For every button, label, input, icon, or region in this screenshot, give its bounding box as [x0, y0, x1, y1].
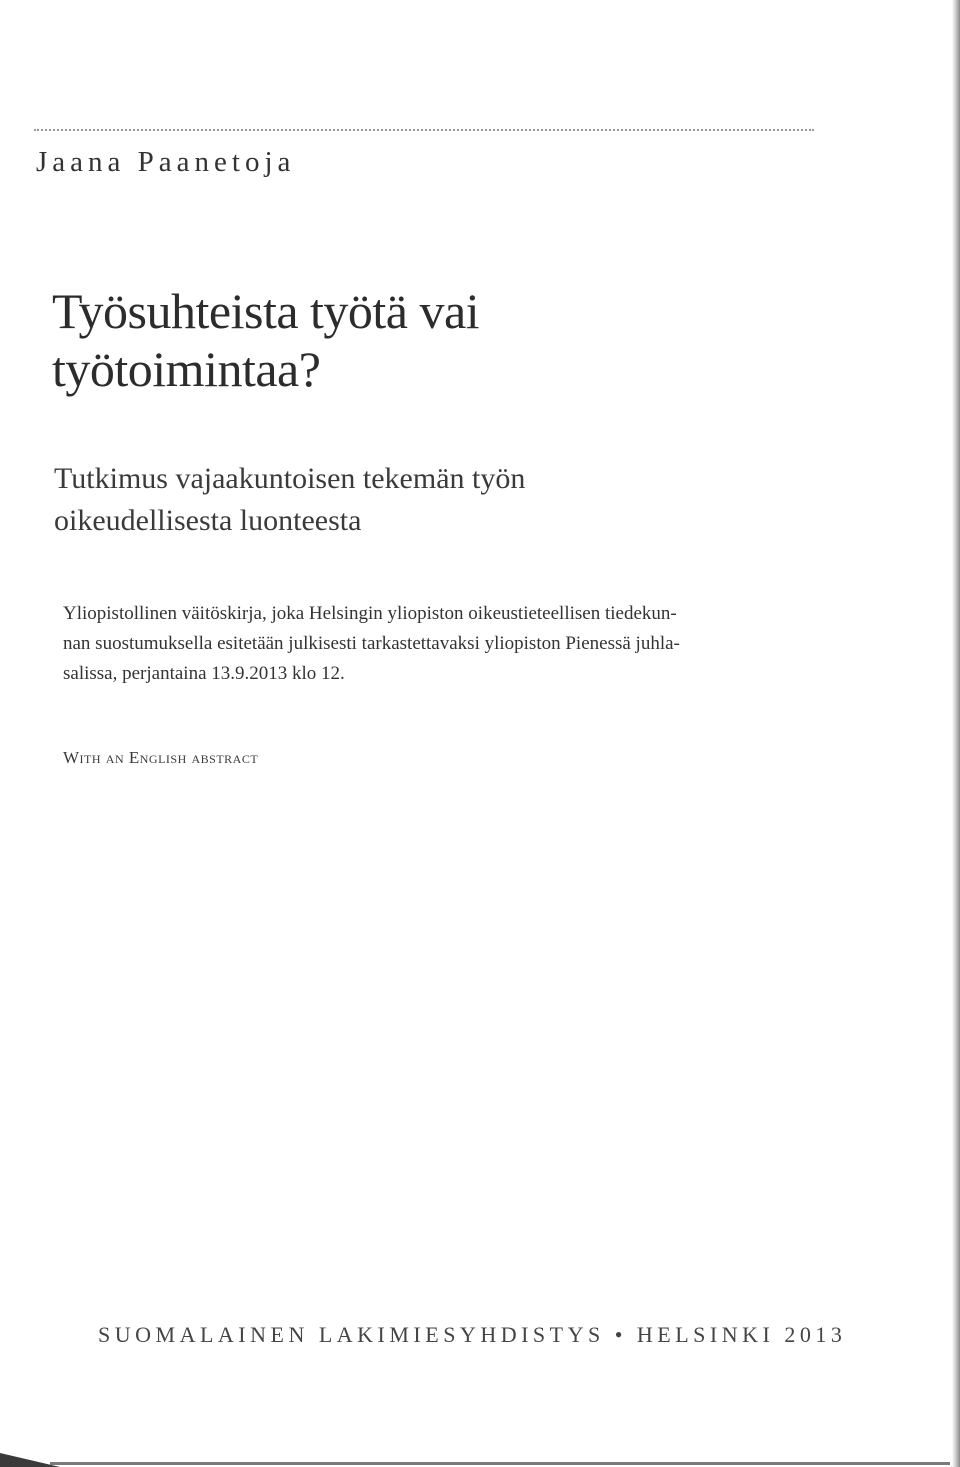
book-title	[52, 282, 479, 398]
book-subtitle-line-1: Tutkimus vajaakuntoisen tekemän työn	[54, 462, 526, 495]
publisher-line: SUOMALAINEN LAKIMIESYHDISTYS • HELSINKI 2013	[98, 1322, 847, 1347]
scan-edge-line	[50, 1462, 950, 1465]
book-title-line-2: työtoimintaa?	[52, 341, 321, 397]
english-abstract-note: With an English abstract	[63, 748, 259, 767]
dissertation-notice-line-3: salissa, perjantaina 13.9.2013 klo 12.	[63, 663, 345, 684]
page-edge-shadow	[952, 0, 960, 1467]
dotted-divider	[34, 129, 814, 131]
dissertation-notice	[63, 599, 853, 689]
dissertation-notice-line-2: nan suostumuksella esitetään julkisesti tarkastettavaksi yliopiston Pienessä juhla-	[63, 633, 680, 654]
scan-edge-mark	[0, 1451, 960, 1467]
book-title-line-1: Työsuhteista työtä vai	[52, 283, 480, 339]
book-subtitle-line-2: oikeudellisesta luonteesta	[54, 504, 362, 537]
book-subtitle	[54, 458, 525, 542]
author-name: Jaana Paanetoja	[36, 146, 296, 178]
dissertation-notice-line-1: Yliopistollinen väitöskirja, joka Helsingin yliopiston oikeustieteellisen tiedekun-	[63, 603, 677, 624]
